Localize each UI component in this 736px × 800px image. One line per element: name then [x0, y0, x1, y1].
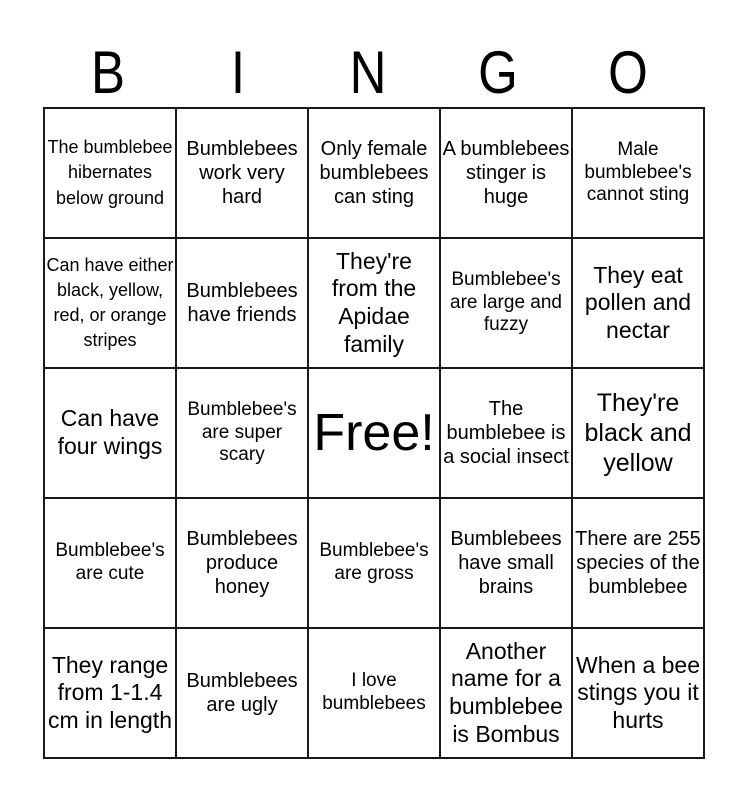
bingo-card [43, 107, 705, 759]
bingo-header [43, 40, 693, 106]
bingo-cell: A bumblebees stinger is huge [440, 108, 572, 238]
bingo-cell: Another name for a bumblebee is Bombus [440, 628, 572, 758]
bingo-cell: Bumblebees are ugly [176, 628, 308, 758]
bingo-cell: Can have four wings [44, 368, 176, 498]
header-letter-b: B [90, 39, 126, 106]
bingo-cell: Bumblebees have small brains [440, 498, 572, 628]
bingo-row-5 [44, 628, 704, 758]
header-letter-o: O [608, 39, 648, 106]
bingo-cell: There are 255 species of the bumblebee [572, 498, 704, 628]
bingo-cell: They eat pollen and nectar [572, 238, 704, 368]
bingo-cell: Bumblebees produce honey [176, 498, 308, 628]
bingo-cell: They're from the Apidae family [308, 238, 440, 368]
bingo-cell: Can have either black, yellow, red, or orange stripes [44, 238, 176, 368]
bingo-cell: Bumblebees have friends [176, 238, 308, 368]
bingo-cell: The bumblebee is a social insect [440, 368, 572, 498]
bingo-cell: Bumblebee's are cute [44, 498, 176, 628]
bingo-cell: I love bumblebees [308, 628, 440, 758]
bingo-row-4 [44, 498, 704, 628]
bingo-row-3 [44, 368, 704, 498]
bingo-cell: They range from 1-1.4 cm in length [44, 628, 176, 758]
bingo-row-2 [44, 238, 704, 368]
bingo-cell: Male bumblebee's cannot sting [572, 108, 704, 238]
bingo-cell: Bumblebees work very hard [176, 108, 308, 238]
bingo-row-1 [44, 108, 704, 238]
bingo-cell: Bumblebee's are large and fuzzy [440, 238, 572, 368]
bingo-cell: Only female bumblebees can sting [308, 108, 440, 238]
free-space-cell: Free! [308, 368, 440, 498]
header-letter-i: I [230, 39, 246, 106]
header-letter-n: N [349, 39, 387, 106]
bingo-cell: The bumblebee hibernates below ground [44, 108, 176, 238]
bingo-cell: When a bee stings you it hurts [572, 628, 704, 758]
bingo-cell: Bumblebee's are gross [308, 498, 440, 628]
bingo-cell: Bumblebee's are super scary [176, 368, 308, 498]
header-letter-g: G [478, 39, 518, 106]
bingo-cell: They're black and yellow [572, 368, 704, 498]
